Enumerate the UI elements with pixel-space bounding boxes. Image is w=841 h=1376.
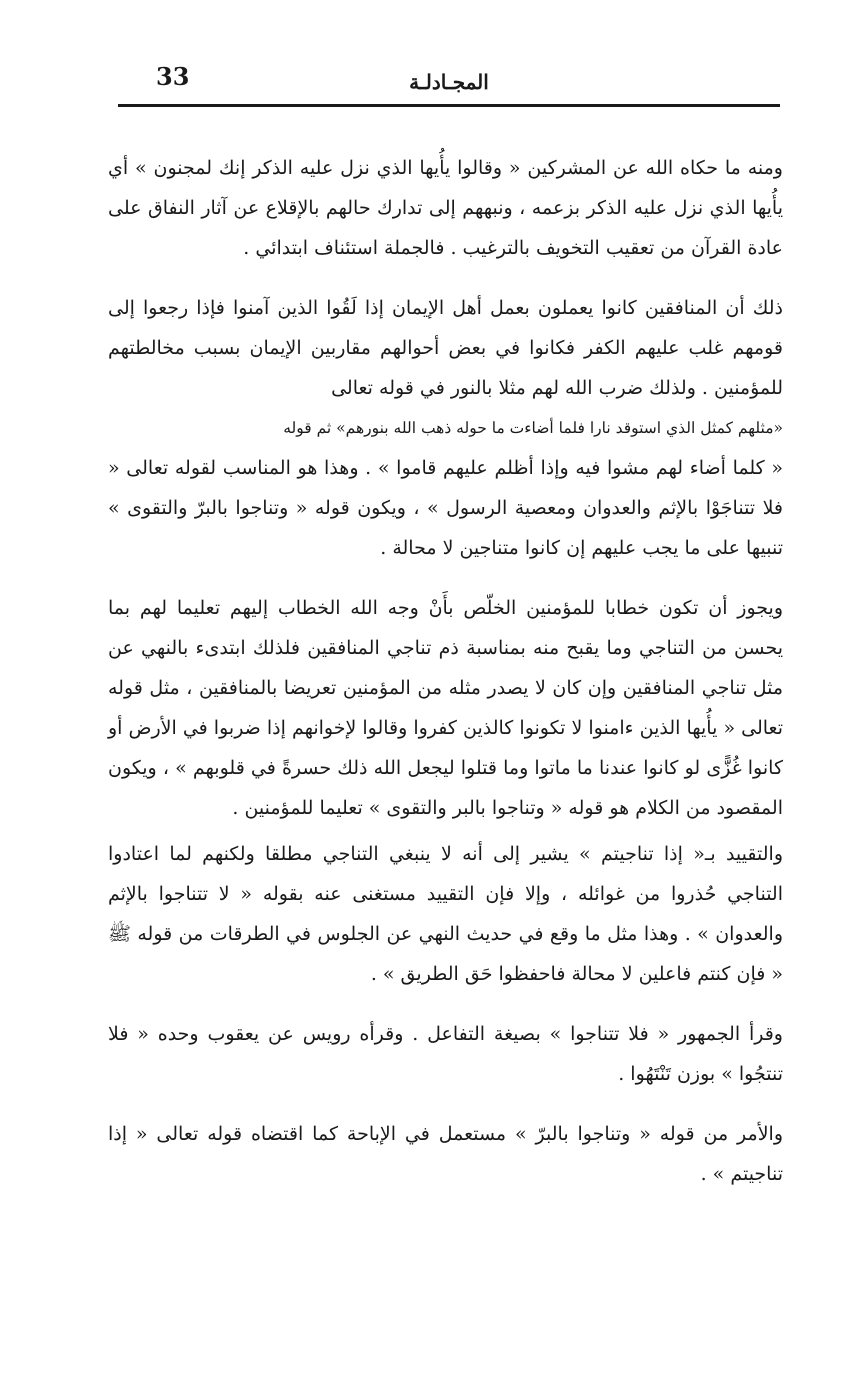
page-header (118, 58, 780, 107)
page-number: 33 (156, 62, 190, 91)
body-text (108, 148, 783, 1194)
paragraph-2-quote-line: «مثلهم كمثل الذي استوقد نارا فلما أضاءت ما حوله ذهب الله بنورهم» ثم قوله (283, 419, 783, 437)
paragraph-2-text-after: « كلما أضاء لهم مشوا فيه وإذا أظلم عليهم قاموا » . وهذا هو المناسب لقوله تعالى « فلا تتناجَوْا بالإثم والعدوان ومعصية الرسول » ، ويكون قوله « وتناجوا بالبرّ والتقوى » تنبيها على ما يجب عليهم إن كانوا متناجين لا محالة . (108, 457, 783, 559)
paragraph-1: ومنه ما حكاه الله عن المشركين « وقالوا يأُيها الذي نزل عليه الذكر إنك لمجنون » أي يأُيها الذي نزل عليه الذكر بزعمه ، ونبههم إلى تدارك حالهم بالإقلاع عن آثار النفاق على عادة القرآن من تعقيب التخويف بالترغيب . فالجملة استئناف ابتدائي . (108, 157, 783, 259)
paragraph-4: والتقييد بـ« إذا تناجيتم » يشير إلى أنه لا ينبغي التناجي مطلقا ولكنهم لما اعتادوا التناجي حُذروا من غوائله ، وإلا فإن التقييد مستغنى عنه بقوله « لا تتناجوا بالإثم والعدوان » . وهذا مثل ما وقع في حديث النهي عن الجلوس في الطرقات من قوله ﷺ « فإن كنتم فاعلين لا محالة فاحفظوا حَق الطريق » . (108, 843, 783, 985)
paragraph-2-text: ذلك أن المنافقين كانوا يعملون بعمل أهل الإيمان إذا لَقُوا الذين آمنوا فإذا رجعوا إلى قومهم غلب عليهم الكفر فكانوا في بعض أحوالهم مقاربين الإيمان بسبب مخالطتهم للمؤمنين . ولذلك ضرب الله لهم مثلا بالنور في قوله تعالى (108, 297, 783, 399)
paragraph-5: وقرأ الجمهور « فلا تتناجوا » بصيغة التفاعل . وقرأه رويس عن يعقوب وحده « فلا تنتجُوا » بوزن تَنْتَهُوا . (108, 1023, 783, 1085)
paragraph-2 (108, 288, 783, 568)
paragraph-3: ويجوز أن تكون خطابا للمؤمنين الخلّص بأَنْ وجه الله الخطاب إليهم تعليما لهم بما يحسن من التناجي وما يقبح منه بمناسبة ذم تناجي المنافقين فلذلك ابتدىء بالنهي عن مثل تناجي المنافقين وإن كان لا يصدر مثله من المؤمنين تعريضا بالمنافقين ، مثل قوله تعالى « يأُيها الذين ءامنوا لا تكونوا كالذين كفروا وقالوا لإخوانهم إذا ضربوا في الأرض أو كانوا غُزًّى لو كانوا عندنا ما ماتوا وما قتلوا ليجعل الله ذلك حسرةً في قلوبهم » ، ويكون المقصود من الكلام هو قوله « وتناجوا بالبر والتقوى » تعليما للمؤمنين . (108, 597, 783, 819)
running-title: المجـادلـة (409, 70, 489, 94)
paragraph-6: والأمر من قوله « وتناجوا بالبرّ » مستعمل في الإباحة كما اقتضاه قوله تعالى « إذا تناجيتم » . (108, 1123, 783, 1185)
